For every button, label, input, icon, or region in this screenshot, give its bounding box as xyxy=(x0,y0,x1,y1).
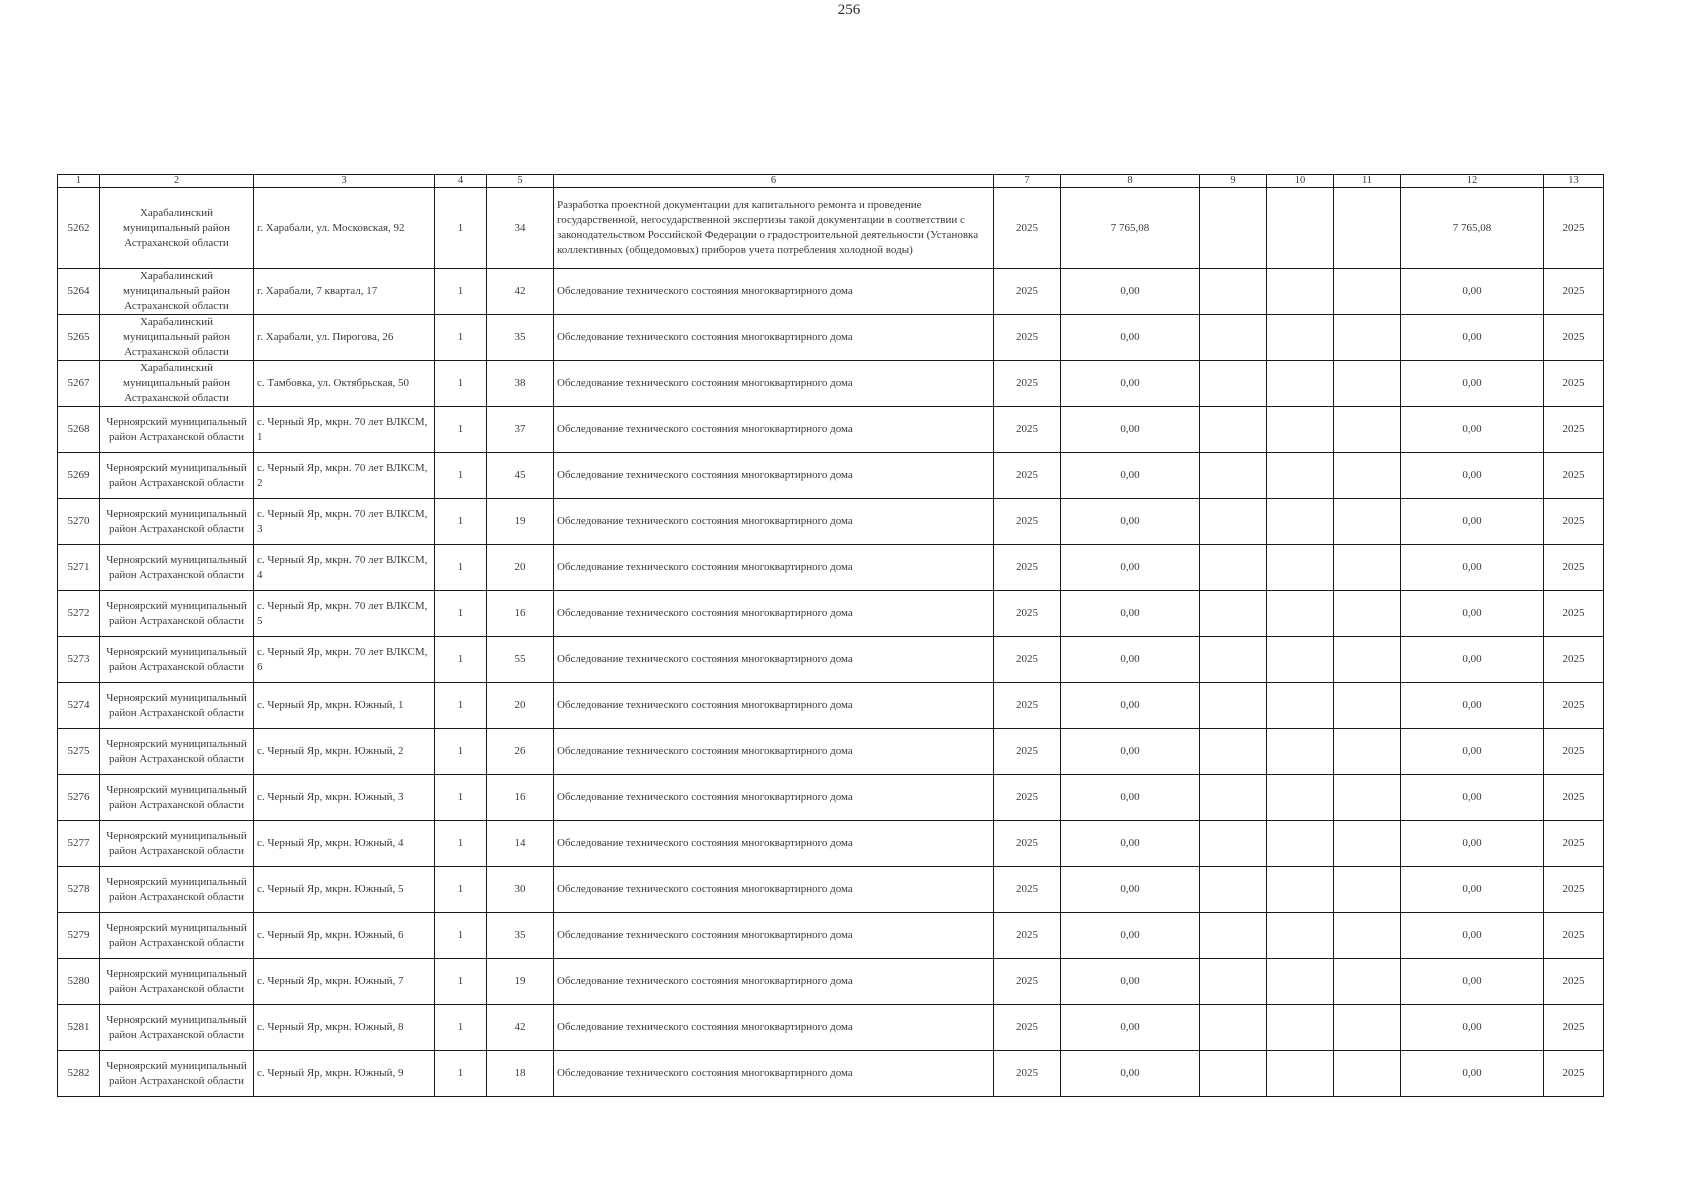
column-10-cell xyxy=(1267,188,1334,269)
column-13-cell: 2025 xyxy=(1544,1051,1604,1097)
row-number-cell: 5271 xyxy=(58,545,100,591)
work-type-cell: Обследование технического состояния многоквартирного дома xyxy=(554,499,994,545)
cost-cell: 0,00 xyxy=(1061,453,1200,499)
column-5-cell: 20 xyxy=(487,683,554,729)
column-9-cell xyxy=(1200,913,1267,959)
address-cell: с. Черный Яр, мкрн. 70 лет ВЛКСМ, 4 xyxy=(254,545,435,591)
column-5-cell: 30 xyxy=(487,867,554,913)
column-11-cell xyxy=(1334,269,1401,315)
year-cell: 2025 xyxy=(994,453,1061,499)
column-13-cell: 2025 xyxy=(1544,499,1604,545)
column-5-cell: 55 xyxy=(487,637,554,683)
column-5-cell: 35 xyxy=(487,315,554,361)
column-10-cell xyxy=(1267,821,1334,867)
column-5-cell: 19 xyxy=(487,959,554,1005)
district-cell: Черноярский муниципальный район Астраханской области xyxy=(100,1051,254,1097)
column-10-cell xyxy=(1267,775,1334,821)
column-13-cell: 2025 xyxy=(1544,729,1604,775)
work-type-cell: Обследование технического состояния многоквартирного дома xyxy=(554,407,994,453)
column-11-cell xyxy=(1334,361,1401,407)
column-4-cell: 1 xyxy=(435,499,487,545)
column-11-cell xyxy=(1334,188,1401,269)
cost-cell: 0,00 xyxy=(1061,545,1200,591)
column-5-cell: 16 xyxy=(487,775,554,821)
district-cell: Черноярский муниципальный район Астраханской области xyxy=(100,913,254,959)
fund-cost-cell: 0,00 xyxy=(1401,959,1544,1005)
address-cell: с. Черный Яр, мкрн. 70 лет ВЛКСМ, 6 xyxy=(254,637,435,683)
fund-cost-cell: 0,00 xyxy=(1401,269,1544,315)
column-4-cell: 1 xyxy=(435,315,487,361)
cost-cell: 0,00 xyxy=(1061,959,1200,1005)
cost-cell: 0,00 xyxy=(1061,407,1200,453)
year-cell: 2025 xyxy=(994,867,1061,913)
column-10-cell xyxy=(1267,637,1334,683)
work-type-cell: Обследование технического состояния многоквартирного дома xyxy=(554,637,994,683)
column-5-cell: 37 xyxy=(487,407,554,453)
year-cell: 2025 xyxy=(994,637,1061,683)
column-11-cell xyxy=(1334,637,1401,683)
table-row xyxy=(58,407,1604,453)
column-number-header: 4 xyxy=(435,175,487,188)
column-4-cell: 1 xyxy=(435,821,487,867)
column-5-cell: 14 xyxy=(487,821,554,867)
fund-cost-cell: 0,00 xyxy=(1401,407,1544,453)
column-number-header: 1 xyxy=(58,175,100,188)
column-10-cell xyxy=(1267,361,1334,407)
column-11-cell xyxy=(1334,821,1401,867)
column-4-cell: 1 xyxy=(435,637,487,683)
cost-cell: 0,00 xyxy=(1061,269,1200,315)
column-4-cell: 1 xyxy=(435,269,487,315)
column-5-cell: 19 xyxy=(487,499,554,545)
cost-cell: 0,00 xyxy=(1061,683,1200,729)
address-cell: с. Черный Яр, мкрн. Южный, 6 xyxy=(254,913,435,959)
district-cell: Харабалинский муниципальный район Астраханской области xyxy=(100,269,254,315)
row-number-cell: 5278 xyxy=(58,867,100,913)
year-cell: 2025 xyxy=(994,361,1061,407)
work-type-cell: Обследование технического состояния многоквартирного дома xyxy=(554,453,994,499)
column-13-cell: 2025 xyxy=(1544,867,1604,913)
column-13-cell: 2025 xyxy=(1544,407,1604,453)
column-4-cell: 1 xyxy=(435,867,487,913)
column-13-cell: 2025 xyxy=(1544,361,1604,407)
column-9-cell xyxy=(1200,821,1267,867)
column-number-header: 10 xyxy=(1267,175,1334,188)
column-13-cell: 2025 xyxy=(1544,637,1604,683)
column-4-cell: 1 xyxy=(435,591,487,637)
column-10-cell xyxy=(1267,867,1334,913)
table-row xyxy=(58,913,1604,959)
column-9-cell xyxy=(1200,683,1267,729)
column-5-cell: 26 xyxy=(487,729,554,775)
table-row xyxy=(58,269,1604,315)
column-10-cell xyxy=(1267,959,1334,1005)
address-cell: с. Черный Яр, мкрн. Южный, 1 xyxy=(254,683,435,729)
column-13-cell: 2025 xyxy=(1544,315,1604,361)
column-13-cell: 2025 xyxy=(1544,269,1604,315)
district-cell: Харабалинский муниципальный район Астраханской области xyxy=(100,315,254,361)
column-4-cell: 1 xyxy=(435,361,487,407)
row-number-cell: 5272 xyxy=(58,591,100,637)
column-9-cell xyxy=(1200,775,1267,821)
fund-cost-cell: 0,00 xyxy=(1401,453,1544,499)
cost-cell: 0,00 xyxy=(1061,913,1200,959)
table-row xyxy=(58,1051,1604,1097)
address-cell: с. Черный Яр, мкрн. Южный, 5 xyxy=(254,867,435,913)
address-cell: с. Черный Яр, мкрн. Южный, 3 xyxy=(254,775,435,821)
column-11-cell xyxy=(1334,683,1401,729)
column-4-cell: 1 xyxy=(435,959,487,1005)
column-11-cell xyxy=(1334,315,1401,361)
column-9-cell xyxy=(1200,637,1267,683)
cost-cell: 0,00 xyxy=(1061,1005,1200,1051)
address-cell: с. Черный Яр, мкрн. Южный, 4 xyxy=(254,821,435,867)
column-10-cell xyxy=(1267,729,1334,775)
column-4-cell: 1 xyxy=(435,407,487,453)
table-row xyxy=(58,775,1604,821)
column-9-cell xyxy=(1200,1005,1267,1051)
district-cell: Черноярский муниципальный район Астраханской области xyxy=(100,729,254,775)
column-10-cell xyxy=(1267,269,1334,315)
column-5-cell: 18 xyxy=(487,1051,554,1097)
address-cell: с. Черный Яр, мкрн. Южный, 9 xyxy=(254,1051,435,1097)
fund-cost-cell: 0,00 xyxy=(1401,1051,1544,1097)
work-type-cell: Обследование технического состояния многоквартирного дома xyxy=(554,683,994,729)
column-11-cell xyxy=(1334,775,1401,821)
column-4-cell: 1 xyxy=(435,913,487,959)
column-number-header: 2 xyxy=(100,175,254,188)
column-9-cell xyxy=(1200,453,1267,499)
cost-cell: 0,00 xyxy=(1061,729,1200,775)
column-4-cell: 1 xyxy=(435,729,487,775)
year-cell: 2025 xyxy=(994,315,1061,361)
year-cell: 2025 xyxy=(994,821,1061,867)
column-10-cell xyxy=(1267,315,1334,361)
column-9-cell xyxy=(1200,1051,1267,1097)
column-number-header: 9 xyxy=(1200,175,1267,188)
column-9-cell xyxy=(1200,729,1267,775)
column-9-cell xyxy=(1200,499,1267,545)
column-10-cell xyxy=(1267,407,1334,453)
district-cell: Черноярский муниципальный район Астраханской области xyxy=(100,775,254,821)
work-type-cell: Обследование технического состояния многоквартирного дома xyxy=(554,361,994,407)
work-type-cell: Обследование технического состояния многоквартирного дома xyxy=(554,729,994,775)
table-row xyxy=(58,453,1604,499)
column-10-cell xyxy=(1267,499,1334,545)
work-type-cell: Разработка проектной документации для капитального ремонта и проведение государственной, негосударственной экспертизы такой документации в соответствии с законодательством Российской Федерации о градостроительной деятельности (Установка коллективных (общедомовых) приборов учета потребления холодной воды) xyxy=(554,188,994,269)
cost-cell: 0,00 xyxy=(1061,821,1200,867)
district-cell: Черноярский муниципальный район Астраханской области xyxy=(100,1005,254,1051)
column-4-cell: 1 xyxy=(435,545,487,591)
address-cell: с. Черный Яр, мкрн. Южный, 7 xyxy=(254,959,435,1005)
address-cell: с. Черный Яр, мкрн. 70 лет ВЛКСМ, 3 xyxy=(254,499,435,545)
column-4-cell: 1 xyxy=(435,1005,487,1051)
column-5-cell: 34 xyxy=(487,188,554,269)
address-cell: г. Харабали, ул. Пирогова, 26 xyxy=(254,315,435,361)
row-number-cell: 5277 xyxy=(58,821,100,867)
column-11-cell xyxy=(1334,729,1401,775)
table-row xyxy=(58,361,1604,407)
district-cell: Черноярский муниципальный район Астраханской области xyxy=(100,453,254,499)
cost-cell: 7 765,08 xyxy=(1061,188,1200,269)
cost-cell: 0,00 xyxy=(1061,1051,1200,1097)
column-13-cell: 2025 xyxy=(1544,1005,1604,1051)
column-5-cell: 16 xyxy=(487,591,554,637)
column-13-cell: 2025 xyxy=(1544,959,1604,1005)
year-cell: 2025 xyxy=(994,913,1061,959)
address-cell: с. Черный Яр, мкрн. Южный, 8 xyxy=(254,1005,435,1051)
year-cell: 2025 xyxy=(994,591,1061,637)
work-type-cell: Обследование технического состояния многоквартирного дома xyxy=(554,1051,994,1097)
column-11-cell xyxy=(1334,1051,1401,1097)
column-5-cell: 45 xyxy=(487,453,554,499)
column-number-header: 5 xyxy=(487,175,554,188)
table-row xyxy=(58,499,1604,545)
row-number-cell: 5268 xyxy=(58,407,100,453)
column-11-cell xyxy=(1334,1005,1401,1051)
year-cell: 2025 xyxy=(994,775,1061,821)
column-13-cell: 2025 xyxy=(1544,188,1604,269)
year-cell: 2025 xyxy=(994,188,1061,269)
column-9-cell xyxy=(1200,867,1267,913)
column-13-cell: 2025 xyxy=(1544,683,1604,729)
column-9-cell xyxy=(1200,959,1267,1005)
fund-cost-cell: 0,00 xyxy=(1401,683,1544,729)
column-4-cell: 1 xyxy=(435,453,487,499)
table-row xyxy=(58,188,1604,269)
row-number-cell: 5270 xyxy=(58,499,100,545)
address-cell: с. Черный Яр, мкрн. 70 лет ВЛКСМ, 2 xyxy=(254,453,435,499)
district-cell: Черноярский муниципальный район Астраханской области xyxy=(100,591,254,637)
column-10-cell xyxy=(1267,1005,1334,1051)
year-cell: 2025 xyxy=(994,959,1061,1005)
column-11-cell xyxy=(1334,867,1401,913)
cost-cell: 0,00 xyxy=(1061,867,1200,913)
cost-cell: 0,00 xyxy=(1061,591,1200,637)
district-cell: Харабалинский муниципальный район Астраханской области xyxy=(100,188,254,269)
table-row xyxy=(58,867,1604,913)
column-11-cell xyxy=(1334,591,1401,637)
fund-cost-cell: 0,00 xyxy=(1401,637,1544,683)
address-cell: с. Черный Яр, мкрн. Южный, 2 xyxy=(254,729,435,775)
column-11-cell xyxy=(1334,913,1401,959)
year-cell: 2025 xyxy=(994,1051,1061,1097)
row-number-cell: 5276 xyxy=(58,775,100,821)
year-cell: 2025 xyxy=(994,545,1061,591)
table-row xyxy=(58,1005,1604,1051)
column-5-cell: 38 xyxy=(487,361,554,407)
district-cell: Черноярский муниципальный район Астраханской области xyxy=(100,867,254,913)
fund-cost-cell: 7 765,08 xyxy=(1401,188,1544,269)
column-number-row xyxy=(58,175,1604,188)
row-number-cell: 5280 xyxy=(58,959,100,1005)
work-type-cell: Обследование технического состояния многоквартирного дома xyxy=(554,545,994,591)
fund-cost-cell: 0,00 xyxy=(1401,1005,1544,1051)
fund-cost-cell: 0,00 xyxy=(1401,821,1544,867)
column-5-cell: 35 xyxy=(487,913,554,959)
fund-cost-cell: 0,00 xyxy=(1401,775,1544,821)
table-row xyxy=(58,315,1604,361)
work-type-cell: Обследование технического состояния многоквартирного дома xyxy=(554,269,994,315)
work-type-cell: Обследование технического состояния многоквартирного дома xyxy=(554,913,994,959)
column-9-cell xyxy=(1200,361,1267,407)
district-cell: Черноярский муниципальный район Астраханской области xyxy=(100,683,254,729)
column-number-header: 3 xyxy=(254,175,435,188)
work-type-cell: Обследование технического состояния многоквартирного дома xyxy=(554,867,994,913)
row-number-cell: 5269 xyxy=(58,453,100,499)
row-number-cell: 5279 xyxy=(58,913,100,959)
column-5-cell: 42 xyxy=(487,269,554,315)
row-number-cell: 5265 xyxy=(58,315,100,361)
district-cell: Черноярский муниципальный район Астраханской области xyxy=(100,959,254,1005)
row-number-cell: 5262 xyxy=(58,188,100,269)
column-number-header: 12 xyxy=(1401,175,1544,188)
cost-cell: 0,00 xyxy=(1061,499,1200,545)
column-11-cell xyxy=(1334,407,1401,453)
fund-cost-cell: 0,00 xyxy=(1401,591,1544,637)
column-5-cell: 42 xyxy=(487,1005,554,1051)
address-cell: г. Харабали, ул. Московская, 92 xyxy=(254,188,435,269)
table-row xyxy=(58,545,1604,591)
column-13-cell: 2025 xyxy=(1544,821,1604,867)
column-9-cell xyxy=(1200,315,1267,361)
cost-cell: 0,00 xyxy=(1061,361,1200,407)
column-5-cell: 20 xyxy=(487,545,554,591)
column-4-cell: 1 xyxy=(435,1051,487,1097)
district-cell: Черноярский муниципальный район Астраханской области xyxy=(100,499,254,545)
address-cell: с. Черный Яр, мкрн. 70 лет ВЛКСМ, 1 xyxy=(254,407,435,453)
work-type-cell: Обследование технического состояния многоквартирного дома xyxy=(554,775,994,821)
column-11-cell xyxy=(1334,959,1401,1005)
column-13-cell: 2025 xyxy=(1544,545,1604,591)
column-10-cell xyxy=(1267,913,1334,959)
row-number-cell: 5267 xyxy=(58,361,100,407)
year-cell: 2025 xyxy=(994,269,1061,315)
column-10-cell xyxy=(1267,591,1334,637)
row-number-cell: 5264 xyxy=(58,269,100,315)
address-cell: с. Черный Яр, мкрн. 70 лет ВЛКСМ, 5 xyxy=(254,591,435,637)
row-number-cell: 5275 xyxy=(58,729,100,775)
column-9-cell xyxy=(1200,407,1267,453)
column-11-cell xyxy=(1334,453,1401,499)
fund-cost-cell: 0,00 xyxy=(1401,361,1544,407)
column-number-header: 8 xyxy=(1061,175,1200,188)
table-row xyxy=(58,591,1604,637)
column-11-cell xyxy=(1334,545,1401,591)
column-10-cell xyxy=(1267,683,1334,729)
cost-cell: 0,00 xyxy=(1061,775,1200,821)
row-number-cell: 5274 xyxy=(58,683,100,729)
column-4-cell: 1 xyxy=(435,683,487,729)
column-9-cell xyxy=(1200,269,1267,315)
column-10-cell xyxy=(1267,545,1334,591)
column-13-cell: 2025 xyxy=(1544,775,1604,821)
work-type-cell: Обследование технического состояния многоквартирного дома xyxy=(554,821,994,867)
year-cell: 2025 xyxy=(994,729,1061,775)
column-10-cell xyxy=(1267,453,1334,499)
work-type-cell: Обследование технического состояния многоквартирного дома xyxy=(554,591,994,637)
row-number-cell: 5282 xyxy=(58,1051,100,1097)
year-cell: 2025 xyxy=(994,683,1061,729)
table-row xyxy=(58,637,1604,683)
district-cell: Черноярский муниципальный район Астраханской области xyxy=(100,545,254,591)
row-number-cell: 5273 xyxy=(58,637,100,683)
district-cell: Черноярский муниципальный район Астраханской области xyxy=(100,821,254,867)
column-9-cell xyxy=(1200,591,1267,637)
address-cell: г. Харабали, 7 квартал, 17 xyxy=(254,269,435,315)
year-cell: 2025 xyxy=(994,499,1061,545)
year-cell: 2025 xyxy=(994,407,1061,453)
district-cell: Харабалинский муниципальный район Астраханской области xyxy=(100,361,254,407)
column-13-cell: 2025 xyxy=(1544,453,1604,499)
table-body xyxy=(58,188,1604,1097)
column-4-cell: 1 xyxy=(435,188,487,269)
fund-cost-cell: 0,00 xyxy=(1401,913,1544,959)
column-9-cell xyxy=(1200,188,1267,269)
address-cell: с. Тамбовка, ул. Октябрьская, 50 xyxy=(254,361,435,407)
fund-cost-cell: 0,00 xyxy=(1401,729,1544,775)
cost-cell: 0,00 xyxy=(1061,315,1200,361)
year-cell: 2025 xyxy=(994,1005,1061,1051)
table-row xyxy=(58,683,1604,729)
district-cell: Черноярский муниципальный район Астраханской области xyxy=(100,637,254,683)
program-table xyxy=(57,174,1604,1097)
column-9-cell xyxy=(1200,545,1267,591)
fund-cost-cell: 0,00 xyxy=(1401,867,1544,913)
work-type-cell: Обследование технического состояния многоквартирного дома xyxy=(554,1005,994,1051)
district-cell: Черноярский муниципальный район Астраханской области xyxy=(100,407,254,453)
column-number-header: 11 xyxy=(1334,175,1401,188)
table-row xyxy=(58,729,1604,775)
column-number-header: 7 xyxy=(994,175,1061,188)
table-row xyxy=(58,821,1604,867)
column-4-cell: 1 xyxy=(435,775,487,821)
column-11-cell xyxy=(1334,499,1401,545)
column-number-header: 13 xyxy=(1544,175,1604,188)
column-10-cell xyxy=(1267,1051,1334,1097)
row-number-cell: 5281 xyxy=(58,1005,100,1051)
table-row xyxy=(58,959,1604,1005)
fund-cost-cell: 0,00 xyxy=(1401,545,1544,591)
fund-cost-cell: 0,00 xyxy=(1401,499,1544,545)
column-13-cell: 2025 xyxy=(1544,591,1604,637)
work-type-cell: Обследование технического состояния многоквартирного дома xyxy=(554,959,994,1005)
column-number-header: 6 xyxy=(554,175,994,188)
column-13-cell: 2025 xyxy=(1544,913,1604,959)
work-type-cell: Обследование технического состояния многоквартирного дома xyxy=(554,315,994,361)
page-number: 256 xyxy=(837,2,861,18)
cost-cell: 0,00 xyxy=(1061,637,1200,683)
fund-cost-cell: 0,00 xyxy=(1401,315,1544,361)
